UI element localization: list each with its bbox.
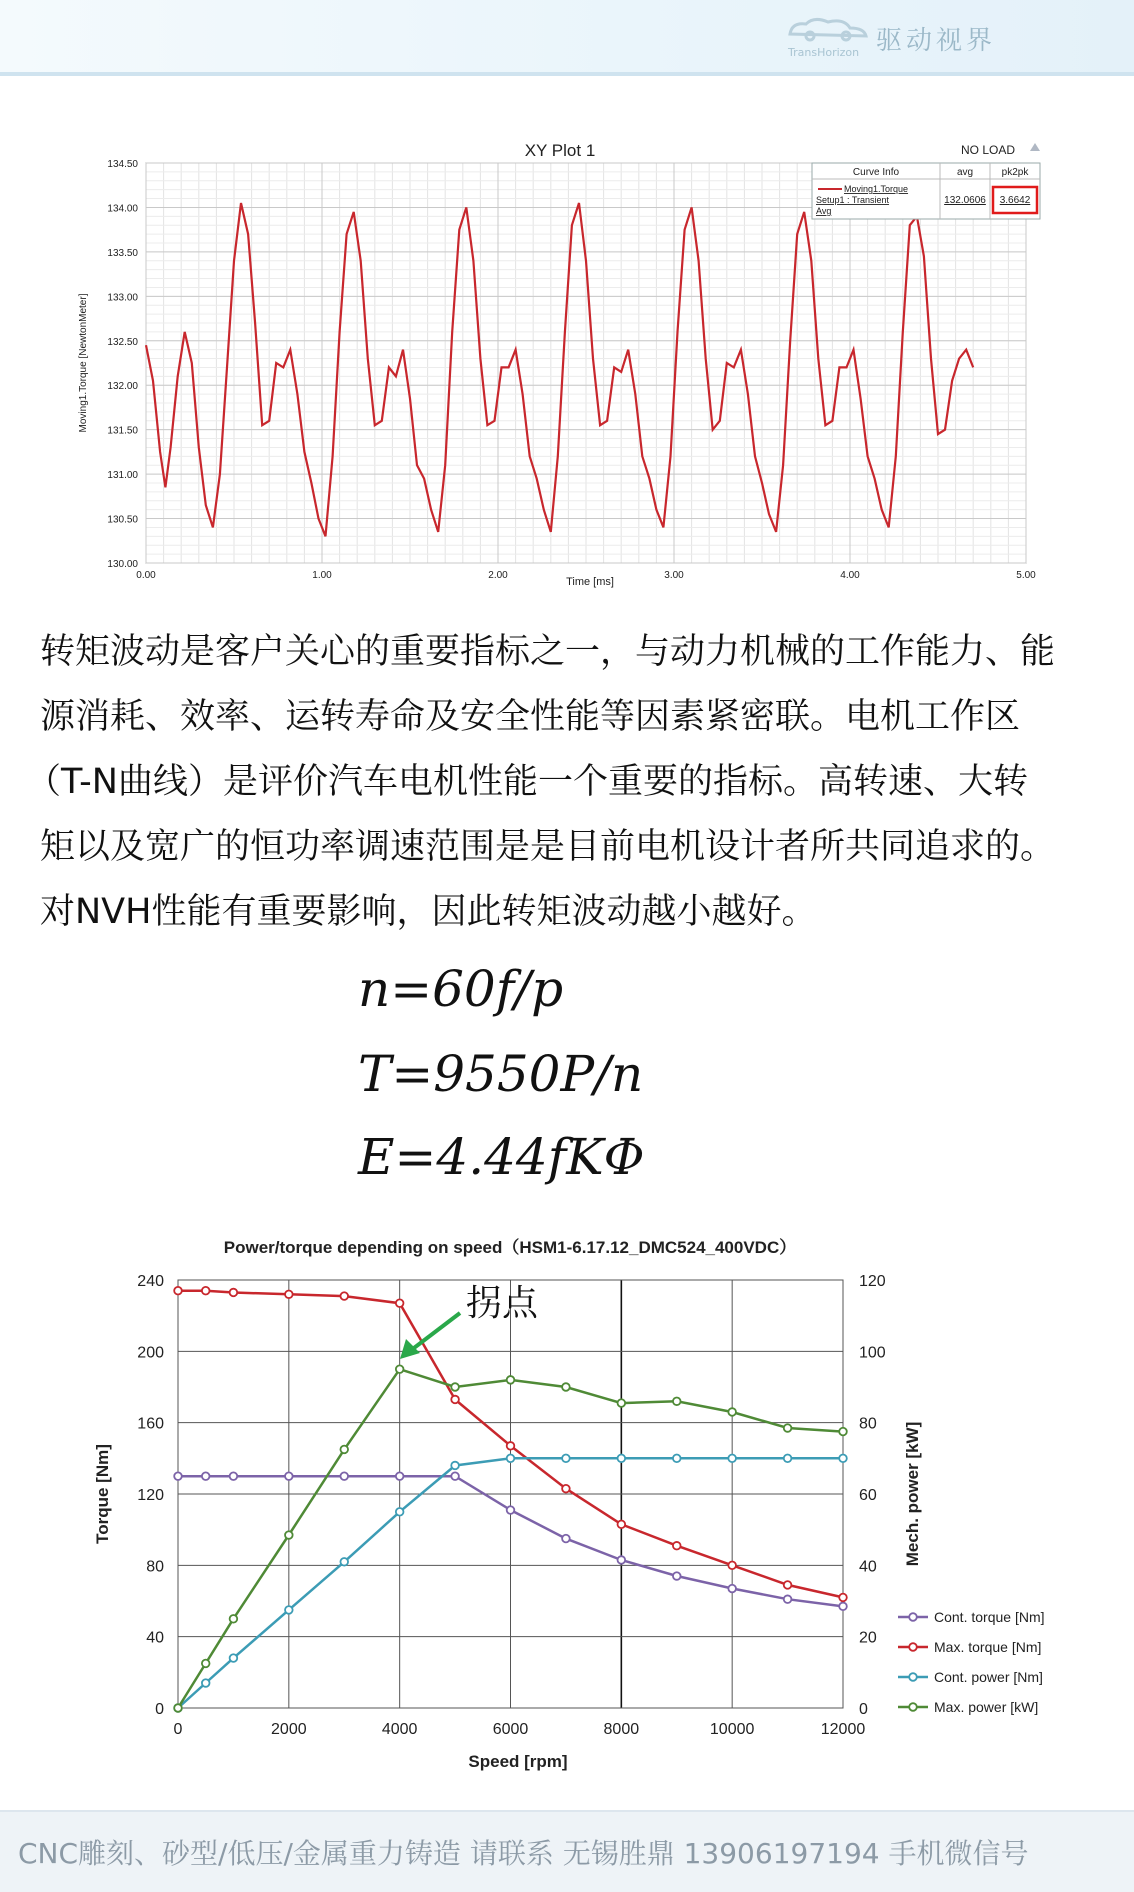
power-torque-title: Power/torque depending on speed（HSM1-6.17.12_DMC524_400VDC） <box>223 1238 797 1257</box>
data-point <box>562 1455 570 1463</box>
data-point <box>562 1535 570 1543</box>
brand-subtitle: TransHorizon <box>788 46 860 59</box>
y-tick-label-right: 40 <box>859 1558 877 1576</box>
description-paragraph <box>26 620 1100 945</box>
cloud-car-logo-icon <box>784 14 874 44</box>
y-tick-label: 0 <box>155 1701 164 1718</box>
legend-label: Cont. power [Nm] <box>934 1669 1043 1685</box>
xy-plot-x-label: Time [ms] <box>566 576 614 588</box>
data-point <box>839 1455 847 1463</box>
data-point <box>784 1455 792 1463</box>
paragraph-line: 对NVH性能有重要影响，因此转矩波动越小越好。 <box>40 892 817 932</box>
xy-plot-legend[interactable] <box>812 163 1040 219</box>
data-point <box>507 1455 515 1463</box>
x-tick-label: 12000 <box>820 1721 866 1738</box>
legend-curve-setup: Setup1 : Transient <box>816 195 890 205</box>
legend-label: Max. power [kW] <box>934 1699 1039 1715</box>
y-tick-label: 200 <box>137 1344 164 1362</box>
legend-curve-name: Moving1.Torque <box>844 184 909 194</box>
brand-name: 驱动视界 <box>876 26 997 56</box>
data-point <box>174 1472 182 1480</box>
data-point <box>728 1562 736 1570</box>
data-point <box>230 1289 238 1297</box>
data-point <box>340 1292 348 1300</box>
y-tick-label-right: 100 <box>859 1344 886 1362</box>
y-tick-label-right: 20 <box>859 1629 877 1647</box>
xy-plot-chart <box>78 135 1060 600</box>
data-point <box>728 1585 736 1593</box>
data-point <box>202 1660 210 1668</box>
x-tick-label: 3.00 <box>664 570 684 581</box>
legend-header-pk2pk: pk2pk <box>1001 167 1029 178</box>
brand <box>784 12 1084 62</box>
data-point <box>340 1472 348 1480</box>
data-point <box>673 1455 681 1463</box>
data-point <box>230 1472 238 1480</box>
legend-marker <box>909 1673 917 1681</box>
formula-speed: n=60f/p <box>358 960 564 1018</box>
x-tick-label: 4000 <box>381 1721 418 1738</box>
data-point <box>673 1572 681 1580</box>
legend-label: Max. torque [Nm] <box>934 1639 1042 1655</box>
xy-plot-y-label: Moving1.Torque [NewtonMeter] <box>78 293 89 433</box>
y-tick-label: 134.50 <box>107 159 138 170</box>
y-tick-label: 160 <box>137 1415 164 1433</box>
x-tick-label: 1.00 <box>312 570 332 581</box>
x-tick-label: 0 <box>173 1721 183 1738</box>
data-point <box>202 1472 210 1480</box>
data-point <box>285 1472 293 1480</box>
x-tick-label: 0.00 <box>136 570 156 581</box>
xy-plot-corner-label: NO LOAD <box>960 143 1016 157</box>
legend-marker <box>909 1703 917 1711</box>
y-tick-label: 134.00 <box>107 203 138 215</box>
data-point <box>618 1521 626 1529</box>
data-point <box>285 1531 293 1539</box>
y-tick-label: 133.00 <box>107 292 138 304</box>
power-torque-y-label: Torque [Nm] <box>93 1444 112 1544</box>
data-point <box>230 1615 238 1623</box>
data-point <box>839 1594 847 1602</box>
data-point <box>728 1455 736 1463</box>
power-torque-chart <box>70 1225 1070 1785</box>
data-point <box>618 1455 626 1463</box>
data-point <box>174 1704 182 1712</box>
data-point <box>285 1606 293 1614</box>
y-tick-label: 131.00 <box>107 470 138 482</box>
header-bar <box>0 0 1134 76</box>
data-point <box>673 1542 681 1550</box>
data-point <box>728 1408 736 1416</box>
knee-point-annotation: 拐点 <box>466 1283 539 1324</box>
data-point <box>230 1654 238 1662</box>
legend-pk2pk-value: 3.6642 <box>999 195 1031 206</box>
formula-torque: T=9550P/n <box>358 1045 644 1103</box>
data-point <box>451 1396 459 1404</box>
x-tick-label: 10000 <box>709 1721 755 1738</box>
data-point <box>839 1428 847 1436</box>
data-point <box>507 1376 515 1384</box>
data-point <box>396 1508 404 1516</box>
x-tick-label: 2000 <box>271 1721 307 1738</box>
formula-emf: E=4.44fKΦ <box>358 1128 645 1186</box>
power-torque-y-label-right: Mech. power [kW] <box>903 1421 922 1567</box>
y-tick-label: 120 <box>137 1487 164 1504</box>
paragraph-line: （T-N曲线）是评价汽车电机性能一个重要的指标。高转速、大转 <box>26 762 1028 802</box>
legend-curve-avg-label: Avg <box>816 206 832 216</box>
data-point <box>174 1287 182 1295</box>
data-point <box>618 1399 626 1407</box>
paragraph-line: 转矩波动是客户关心的重要指标之一，与动力机械的工作能力、能 <box>40 632 1056 672</box>
y-tick-label: 130.00 <box>107 559 138 570</box>
data-point <box>784 1581 792 1589</box>
y-tick-label: 130.50 <box>107 514 138 526</box>
x-tick-label: 6000 <box>492 1721 529 1738</box>
data-point <box>396 1472 404 1480</box>
data-point <box>451 1383 459 1391</box>
legend-label: Cont. torque [Nm] <box>934 1609 1045 1625</box>
data-point <box>340 1558 348 1566</box>
y-tick-label: 40 <box>146 1629 164 1647</box>
x-tick-label: 8000 <box>603 1721 640 1738</box>
data-point <box>451 1462 459 1470</box>
data-point <box>562 1485 570 1493</box>
data-point <box>340 1446 348 1454</box>
legend-avg-value: 132.0606 <box>944 195 986 206</box>
x-tick-label: 4.00 <box>840 570 860 581</box>
data-point <box>507 1506 515 1514</box>
data-point <box>784 1595 792 1603</box>
y-tick-label: 132.50 <box>107 336 138 348</box>
y-tick-label-right: 120 <box>859 1273 886 1290</box>
legend-header-avg: avg <box>956 167 974 178</box>
data-point <box>202 1287 210 1295</box>
y-tick-label-right: 0 <box>859 1701 868 1718</box>
y-tick-label-right: 80 <box>859 1415 877 1433</box>
xy-plot-title: XY Plot 1 <box>524 141 596 160</box>
y-tick-label: 133.50 <box>107 247 138 259</box>
data-point <box>285 1290 293 1298</box>
data-point <box>202 1679 210 1687</box>
y-tick-label-right: 60 <box>859 1487 877 1504</box>
data-point <box>396 1365 404 1373</box>
legend-marker <box>909 1643 917 1651</box>
x-tick-label: 2.00 <box>488 570 508 581</box>
paragraph-line: 源消耗、效率、运转寿命及安全性能等因素紧密联。电机工作区 <box>40 697 1021 737</box>
data-point <box>396 1299 404 1307</box>
data-point <box>507 1442 515 1450</box>
data-point <box>618 1556 626 1564</box>
x-tick-label: 5.00 <box>1016 570 1036 581</box>
footer-contact-text: CNC雕刻、砂型/低压/金属重力铸造 请联系 无锡胜鼎 13906197194 手机微信号 <box>18 1837 1029 1870</box>
data-point <box>673 1397 681 1405</box>
y-tick-label: 131.50 <box>107 425 138 437</box>
data-point <box>839 1603 847 1611</box>
y-tick-label: 80 <box>146 1558 164 1576</box>
legend-header-curve-info: Curve Info <box>852 167 900 178</box>
data-point <box>784 1424 792 1432</box>
power-torque-x-label: Speed [rpm] <box>468 1752 568 1771</box>
y-tick-label: 132.00 <box>107 381 138 393</box>
data-point <box>451 1472 459 1480</box>
data-point <box>562 1383 570 1391</box>
paragraph-line: 矩以及宽广的恒功率调速范围是是目前电机设计者所共同追求的。 <box>40 827 1056 867</box>
y-tick-label: 240 <box>137 1273 164 1290</box>
legend-marker <box>909 1613 917 1621</box>
